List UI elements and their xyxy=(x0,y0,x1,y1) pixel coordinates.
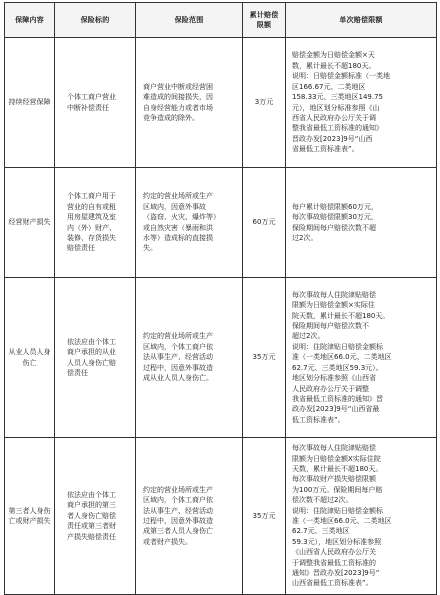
coverage-scope: 约定的营业场所或生产 区域内，个体工商户依 法从事生产、经营活动 过程中，因意外事故造 成第三者人员人身伤亡 或者财产损失。 xyxy=(143,485,213,546)
single-limit: 每次事故每人住院津贴赔偿 限额为日赔偿金额X实际住院 天数，累计最长不超180天。 每次事故财产损失赔偿限额 为100万元。保险期间每户赔 偿次数不超过2次。 说明：住院津贴日赔偿金额标 准（一类地区66.0元、二类地区 62.7元、三类地区 59.3元），地区划分标准参照 《山西省人民政府办公厅关 于调整我省最低工资标准的 通知》晋政办发[2023]9号“ 山西省最低工资标准表”。 xyxy=(292,444,392,588)
coverage-scope-cell xyxy=(136,38,243,168)
insured-target: 个体工商户营业 中断补偿责任 xyxy=(67,93,116,112)
header-cumulative-limit-label: 累计赔偿 限额 xyxy=(249,10,279,29)
insured-target: 个体工商户用于 营业的自有或租 用房屋建筑及室 内（外）财产、 装修、存货损失 赔偿责任 xyxy=(67,192,116,253)
single-limit-cell xyxy=(286,278,437,438)
coverage-content-cell xyxy=(5,168,55,278)
insured-target-cell xyxy=(55,278,136,438)
header-row xyxy=(5,3,437,38)
insured-target-cell xyxy=(55,38,136,168)
cumulative-limit-cell xyxy=(243,168,286,278)
coverage-scope-cell xyxy=(136,168,243,278)
table-row xyxy=(5,38,437,168)
cumulative-limit-cell xyxy=(243,438,286,595)
single-limit-cell xyxy=(286,168,437,278)
single-limit: 赔偿金额为日赔偿金额×天 数，累计最长不超180天。 说明：日赔偿金额标准（一类地 区166.67元、二类地区 158.33元、三类地区149.75 元），地区划分标准参照《山 西省人民政府办公厅关于调 整我省最低工资标准的通知》 晋政办发[2023]9号“山西 省最低工资标准表”。 xyxy=(292,51,390,154)
insured-target: 依法应由个体工 商户承担的从业 人员人身伤亡赔 偿责任 xyxy=(67,337,116,377)
insurance-coverage-sheet xyxy=(4,2,436,592)
cumulative-limit: 3万元 xyxy=(254,98,274,107)
cumulative-limit: 60万元 xyxy=(252,218,276,227)
coverage-content: 经营财产损失 xyxy=(8,218,51,227)
coverage-content-cell xyxy=(5,438,55,595)
coverage-scope: 商户营业中断或经营困 难造成的间接损失，因 自身经营能力或者市场 竞争造成的除外。 xyxy=(143,82,213,122)
coverage-table xyxy=(4,2,437,595)
coverage-scope-cell xyxy=(136,278,243,438)
table-row xyxy=(5,278,437,438)
header-single-limit: 单次赔偿限额 xyxy=(286,3,437,38)
cumulative-limit: 35万元 xyxy=(252,511,276,520)
cumulative-limit: 35万元 xyxy=(252,353,276,362)
coverage-scope: 约定的营业场所或生产 区域内，因意外事故 （盗窃、火灾、爆炸等） 或自然灾害（暴雨和洪 水等）造成标的直接损 失。 xyxy=(143,192,220,253)
coverage-scope-cell xyxy=(136,438,243,595)
header-target: 保险标的 xyxy=(55,3,136,38)
table-row xyxy=(5,168,437,278)
coverage-scope: 约定的营业场所或生产 区域内，个体工商户依 法从事生产、经营活动 过程中，因意外事故造 成从业人员人身伤亡。 xyxy=(143,332,213,383)
header-content: 保障内容 xyxy=(5,3,55,38)
cumulative-limit-cell xyxy=(243,278,286,438)
single-limit-cell xyxy=(286,438,437,595)
table-row xyxy=(5,438,437,595)
single-limit-cell xyxy=(286,38,437,168)
coverage-content: 第三者人身伤 亡或财产损失 xyxy=(8,506,51,525)
header-cumulative-limit xyxy=(243,3,286,38)
cumulative-limit-cell xyxy=(243,38,286,168)
coverage-content: 持续经营保障 xyxy=(8,98,51,107)
coverage-content-cell xyxy=(5,278,55,438)
single-limit: 每次事故每人住院津贴赔偿 限额为日赔偿金额×实际住 院天数，累计最长不超180天。 保险期间每户赔偿次数不 超过2次。 说明：住院津贴日赔偿金额标 准（一类地区66.0元、二类地区 62.7元、三类地区59.3元）。 地区划分标准参照《山西省 人民政府办公厅关于调整 我省最低工资标准的通知》晋 政办发[2023]9号“山西省最 低工资标准表”。 xyxy=(292,290,392,424)
header-scope: 保险范围 xyxy=(136,3,243,38)
coverage-content: 从业人员人身 伤亡 xyxy=(8,348,51,367)
single-limit: 每户累计赔偿限额60万元， 每次事故赔偿限额30万元， 保险期间每户赔偿次数不超 过2次。 xyxy=(292,202,378,242)
insured-target-cell xyxy=(55,438,136,595)
insured-target-cell xyxy=(55,168,136,278)
coverage-content-cell xyxy=(5,38,55,168)
insured-target: 依法应由个体工 商户承担的第三 者人身伤亡赔偿 责任或第三者财 产损失赔偿责任 xyxy=(67,490,116,541)
